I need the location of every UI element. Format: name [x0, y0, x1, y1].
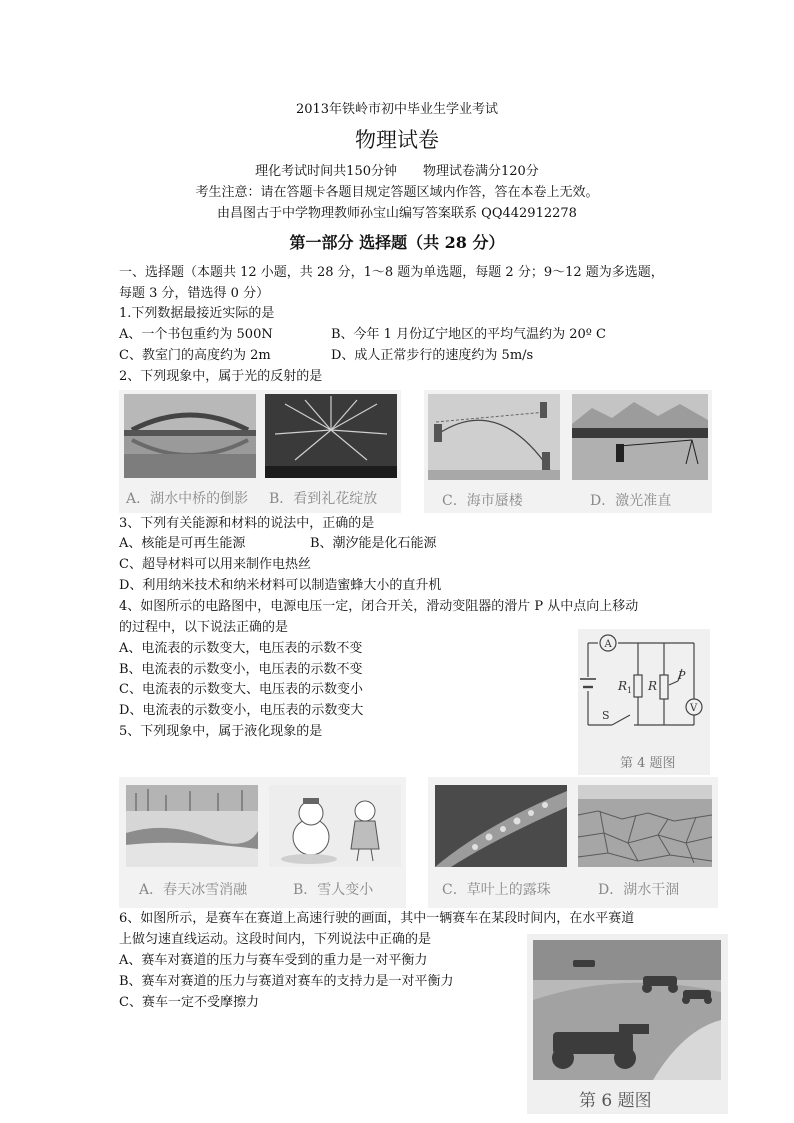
q3-option-a: A、核能是可再生能源 — [119, 536, 246, 551]
q3-option-d: D、利用纳米技术和纳米材料可以制造蜜蜂大小的直升机 — [119, 578, 442, 593]
fireworks-photo — [265, 394, 397, 478]
q6-stem-line2: 上做匀速直线运动。这段时间内，下列说法中正确的是 — [119, 932, 432, 947]
q5-caption-c: C．草叶上的露珠 — [442, 882, 551, 898]
snowman-cartoon — [269, 785, 401, 867]
q1-stem: 1.下列数据最接近实际的是 — [119, 306, 275, 321]
q5-stem: 5、下列现象中，属于液化现象的是 — [119, 724, 323, 739]
r-label: R — [648, 679, 658, 693]
circuit-diagram — [578, 629, 710, 739]
ammeter-label: A — [604, 639, 612, 650]
q6-figure — [527, 934, 728, 1114]
mirage-diagram — [428, 394, 560, 480]
q4-stem-line1: 4、如图所示的电路图中，电源电压一定，闭合开关，滑动变阻器的滑片 P 从中点向上移动 — [119, 599, 639, 614]
q4-stem-line2: 的过程中，以下说法正确的是 — [119, 620, 289, 635]
q3-option-c: C、超导材料可以用来制作电热丝 — [119, 557, 311, 572]
voltmeter-label: V — [690, 703, 698, 714]
section-intro-line1: 一、选择题（本题共 12 小题，共 28 分，1～8 题为单选题，每题 2 分；9～12 题为多选题， — [119, 265, 664, 280]
q2-caption-d: D．激光准直 — [590, 493, 672, 509]
q3-option-b: B、潮汐能是化石能源 — [310, 536, 437, 551]
q6-option-b: B、赛车对赛道的压力与赛道对赛车的支持力是一对平衡力 — [119, 974, 454, 989]
q4-figure-caption: 第 4 题图 — [620, 756, 676, 771]
race-car-photo — [533, 940, 721, 1080]
q5-caption-a: A．春天冰雪消融 — [139, 882, 248, 898]
q6-stem-line1: 6、如图所示，是赛车在赛道上高速行驶的画面，其中一辆赛车在某段时间内，在水平赛道 — [119, 911, 635, 926]
q1-option-c: C、教室门的高度约为 2m — [119, 348, 271, 363]
q1-option-a: A、一个书包重约为 500N — [119, 327, 273, 342]
q2-caption-a: A．湖水中桥的倒影 — [126, 491, 249, 507]
q2-figure-panel-left — [119, 390, 401, 513]
laser-alignment-photo — [572, 394, 708, 480]
section-intro-line2: 每题 3 分，错选得 0 分） — [119, 286, 270, 301]
subject-title: 物理试卷 — [355, 128, 439, 152]
dry-lake-photo — [578, 785, 712, 867]
q3-stem: 3、下列有关能源和材料的说法中，正确的是 — [119, 516, 375, 531]
notice: 考生注意：请在答题卡各题目规定答题区域内作答，答在本卷上无效。 — [195, 185, 599, 200]
q2-caption-c: C．海市蜃楼 — [442, 493, 523, 509]
author-note: 由昌图古于中学物理教师孙宝山编写答案联系 QQ442912278 — [217, 206, 577, 221]
exam-title: 2013年铁岭市初中毕业生学业考试 — [295, 102, 499, 117]
q5-figure-panel-right — [428, 777, 718, 908]
q2-figure-panel-right — [424, 390, 712, 513]
q5-caption-d: D．湖水干涸 — [598, 882, 680, 898]
q4-option-a: A、电流表的示数变大，电压表的示数不变 — [119, 641, 363, 656]
q4-option-d: D、电流表的示数变小，电压表的示数变大 — [119, 703, 364, 718]
time-info: 理化考试时间共150分钟 物理试卷满分120分 — [255, 164, 539, 179]
q5-figure-panel-left — [119, 777, 406, 908]
slider-label: P — [678, 669, 686, 682]
dew-on-grass-photo — [435, 785, 567, 867]
r1-subscript: 1 — [627, 686, 633, 695]
q1-option-d: D、成人正常步行的速度约为 5m/s — [331, 348, 534, 363]
r1-label: R — [618, 679, 628, 693]
q2-caption-b: B．看到礼花绽放 — [269, 491, 378, 507]
switch-label: S — [602, 709, 610, 722]
q4-circuit-figure — [578, 629, 710, 775]
q2-stem: 2、下列现象中，属于光的反射的是 — [119, 369, 323, 384]
q4-option-b: B、电流表的示数变小，电压表的示数不变 — [119, 662, 363, 677]
q6-option-a: A、赛车对赛道的压力与赛车受到的重力是一对平衡力 — [119, 953, 428, 968]
q6-option-c: C、赛车一定不受摩擦力 — [119, 995, 259, 1010]
q5-caption-b: B．雪人变小 — [293, 882, 374, 898]
q6-figure-caption: 第 6 题图 — [579, 1091, 652, 1111]
bridge-reflection-photo — [124, 394, 256, 478]
q1-option-b: B、今年 1 月份辽宁地区的平均气温约为 20º C — [331, 327, 606, 342]
melting-snow-photo — [126, 785, 258, 867]
part-title: 第一部分 选择题（共 28 分） — [289, 233, 505, 252]
q4-option-c: C、电流表的示数变大、电压表的示数变小 — [119, 682, 363, 697]
